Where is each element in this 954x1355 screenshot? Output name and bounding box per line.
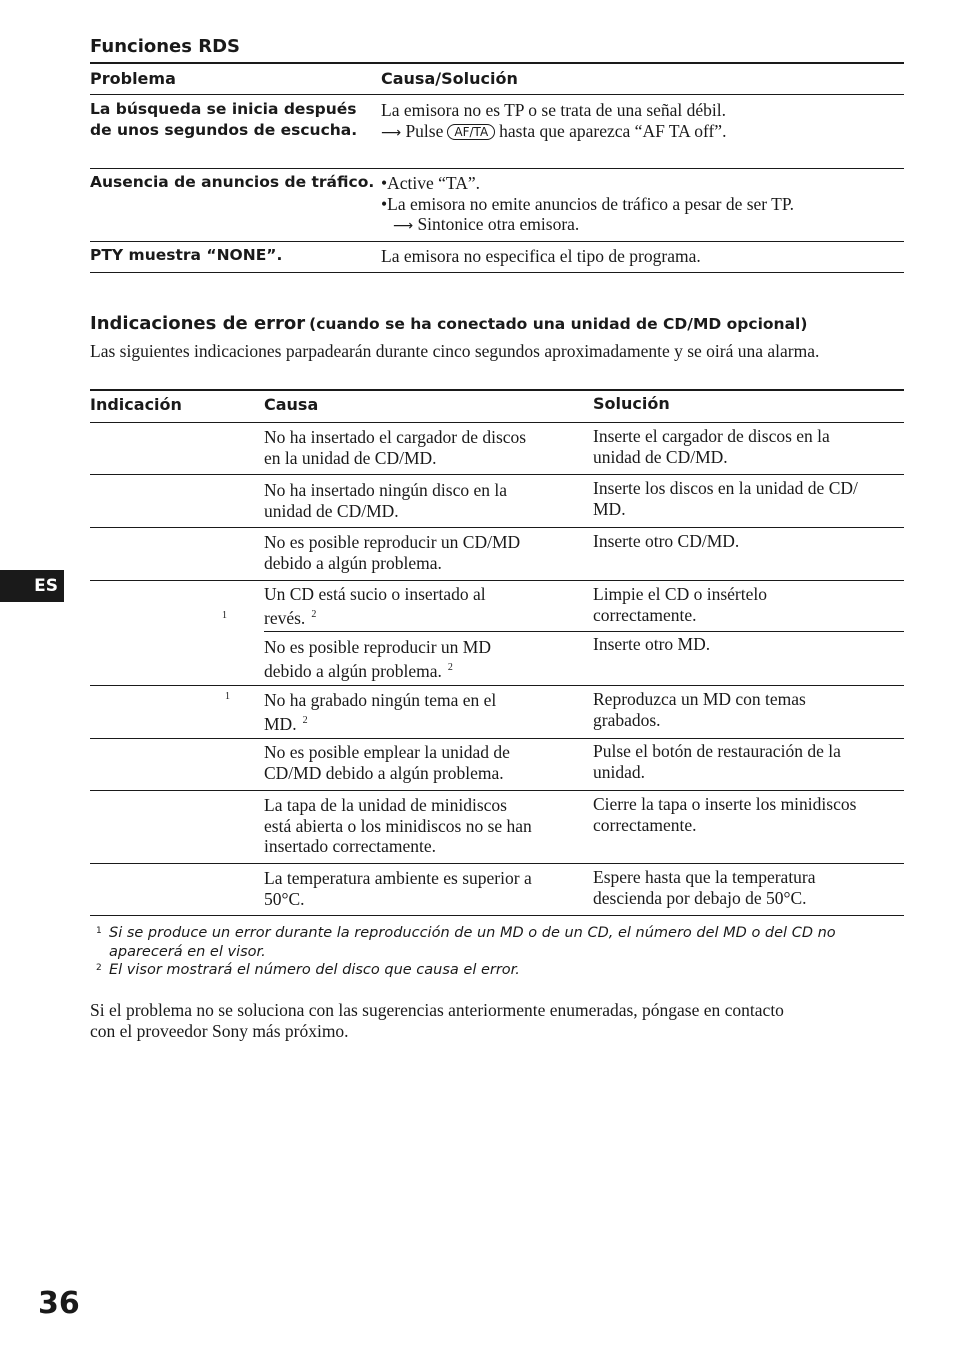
- error-solution-9: Espere hasta que la temperatura descienda por debajo de 50°C.: [593, 867, 816, 908]
- table-rule: [90, 241, 904, 242]
- table-rule: [90, 790, 904, 791]
- error-solution-5: Inserte otro MD.: [593, 634, 711, 654]
- error-solution-7: Pulse el botón de restauración de la unidad.: [593, 741, 841, 782]
- error-solution-6: Reproduzca un MD con temas grabados.: [593, 689, 806, 730]
- error-intro-text: Las siguientes indicaciones parpadearán durante cinco segundos aproximadamente y se oirá una alarma.: [90, 341, 820, 361]
- table-rule: [90, 94, 904, 95]
- col-header-cause-solution: Causa/Solución: [381, 69, 518, 88]
- footnote-ref: 2: [447, 661, 453, 673]
- error-cause-4: Un CD está sucio o insertado al revés. $^2$: [264, 584, 486, 628]
- table-rule: [90, 474, 904, 475]
- error-solution-8: Cierre la tapa o inserte los minidiscos correctamente.: [593, 794, 857, 835]
- error-cause-7: No es posible emplear la unidad de CD/MD debido a algún problema.: [264, 742, 510, 783]
- indication-footnote-ref: 1: [225, 691, 230, 702]
- col-header-indication: Indicación: [90, 395, 182, 414]
- error-solution-2: Inserte los discos en la unidad de CD/ MD.: [593, 478, 858, 519]
- col-header-cause: Causa: [264, 395, 319, 414]
- footnote-ref: 2: [302, 714, 308, 726]
- indication-footnote-ref: 1: [222, 610, 227, 621]
- closing-paragraph: Si el problema no se soluciona con las sugerencias anteriormente enumeradas, póngase en contacto con el proveedor Sony más próximo.: [90, 1000, 784, 1041]
- error-cause-9: La temperatura ambiente es superior a 50°C.: [264, 868, 532, 909]
- rds-cause-2: •Active “TA”. •La emisora no emite anuncios de tráfico a pesar de ser TP. ⟶ Sintonice otra emisora.: [381, 173, 795, 234]
- bullet-icon: •: [381, 173, 388, 193]
- col-header-solution: Solución: [593, 394, 670, 413]
- error-cause-8: La tapa de la unidad de minidiscos está abierta o los minidiscos no se han insertado correctamente.: [264, 795, 532, 856]
- error-solution-1: Inserte el cargador de discos en la unidad de CD/MD.: [593, 426, 830, 467]
- error-cause-2: No ha insertado ningún disco en la unidad de CD/MD.: [264, 480, 508, 521]
- table-rule: [90, 168, 904, 169]
- page-number: 36: [38, 1286, 80, 1321]
- bullet-icon: •: [381, 193, 388, 214]
- rds-problem-2: Ausencia de anuncios de tráfico.: [90, 173, 375, 191]
- rds-problem-1: La búsqueda se inicia después de unos segundos de escucha.: [90, 100, 358, 139]
- table-rule: [90, 915, 904, 916]
- table-rule: [90, 527, 904, 528]
- rds-problem-3: PTY muestra “NONE”.: [90, 246, 283, 264]
- table-rule: [90, 422, 904, 423]
- footnotes: [96, 924, 896, 980]
- language-tab: ES: [0, 570, 64, 602]
- error-cause-5: No es posible reproducir un MD debido a algún problema. $^2$: [264, 637, 491, 681]
- rds-cause-3: La emisora no especifica el tipo de programa.: [381, 246, 701, 266]
- table-rule: [90, 738, 904, 739]
- table-rule: [90, 685, 904, 686]
- footnote-1: 1 Si se produce un error durante la reproducción de un MD o de un CD, el número del MD o del CD no aparecerá en el visor.: [96, 925, 836, 960]
- error-solution-4: Limpie el CD o insértelo correctamente.: [593, 584, 767, 625]
- footnote-2: 2 El visor mostrará el número del disco que causa el error.: [96, 962, 520, 978]
- error-cause-3: No es posible reproducir un CD/MD debido a algún problema.: [264, 532, 521, 573]
- table-rule: [90, 62, 904, 64]
- table-rule: [90, 272, 904, 273]
- table-rule: [90, 389, 904, 391]
- table-rule: [90, 863, 904, 864]
- footnote-ref: 2: [311, 608, 317, 620]
- error-solution-3: Inserte otro CD/MD.: [593, 531, 740, 551]
- error-section-heading: Indicaciones de error (cuando se ha conectado una unidad de CD/MD opcional): [90, 313, 808, 334]
- error-cause-1: No ha insertado el cargador de discos en la unidad de CD/MD.: [264, 427, 527, 468]
- table-rule: [90, 580, 904, 581]
- col-header-problem: Problema: [90, 69, 176, 88]
- rds-cause-1: La emisora no es TP o se trata de una señal débil. ⟶ Pulse AF/TA hasta que aparezca “AF TA off”.: [381, 100, 727, 141]
- af-ta-key: AF/TA: [447, 124, 495, 140]
- error-section-subheading: (cuando se ha conectado una unidad de CD/MD opcional): [309, 315, 808, 333]
- rds-section-heading: Funciones RDS: [90, 36, 241, 57]
- table-rule: [264, 631, 904, 632]
- arrow-right-icon: ⟶: [393, 218, 414, 234]
- arrow-right-icon: ⟶: [381, 124, 402, 141]
- error-cause-6: No ha grabado ningún tema en el MD. $^2$: [264, 690, 497, 734]
